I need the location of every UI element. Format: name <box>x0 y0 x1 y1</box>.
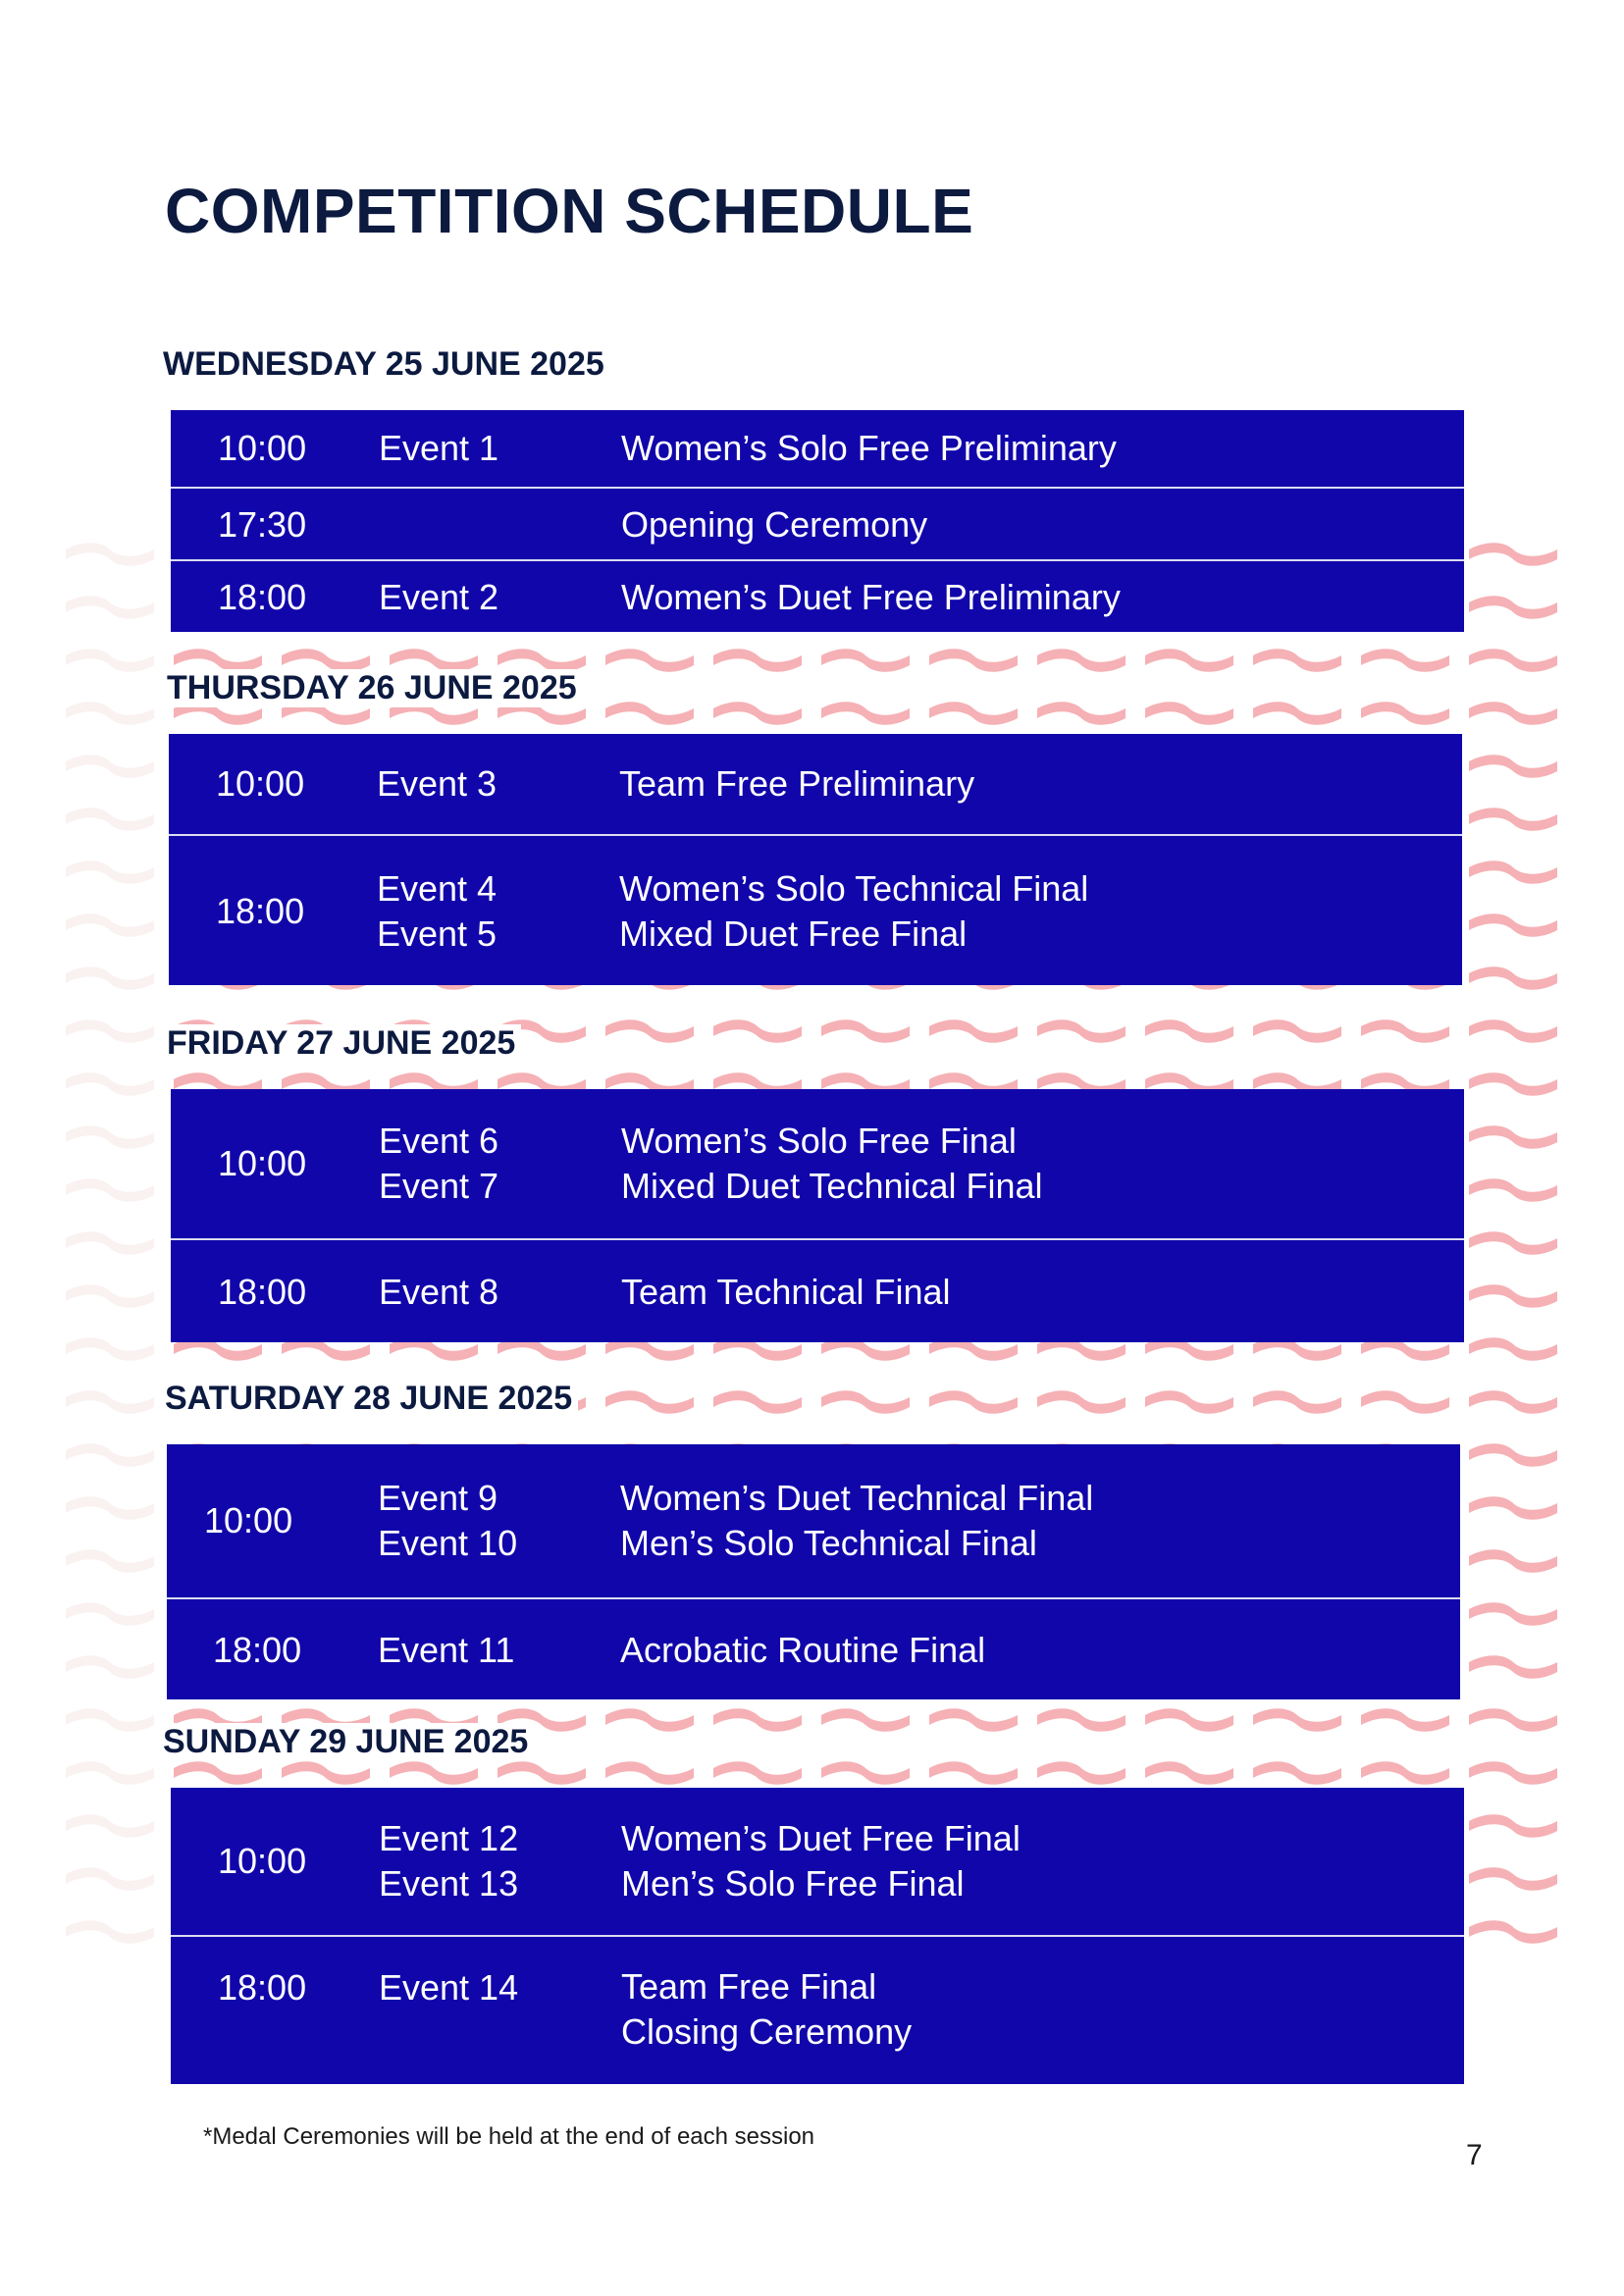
wave-icon <box>1466 697 1560 726</box>
event-names <box>620 1476 1093 1566</box>
wave-icon <box>1466 644 1560 673</box>
wave-icon <box>818 1015 913 1044</box>
wave-icon <box>63 750 157 779</box>
wave-icon <box>1142 1385 1236 1415</box>
schedule-row <box>171 1935 1464 2086</box>
wave-icon <box>63 644 157 673</box>
event-number: Event 5 <box>377 913 498 954</box>
event-name: Team Free Final <box>621 1966 877 2007</box>
wave-icon <box>63 1809 157 1839</box>
day-heading-thursday: THURSDAY 26 JUNE 2025 <box>167 669 583 707</box>
wave-icon <box>1466 803 1560 832</box>
event-names <box>621 1119 1043 1209</box>
event-name: Women’s Solo Free Preliminary <box>621 428 1117 468</box>
wave-icon <box>710 1756 805 1786</box>
event-number: Event 14 <box>379 1967 519 2008</box>
wave-icon <box>1466 962 1560 991</box>
wave-icon <box>1250 1385 1344 1415</box>
wave-icon <box>602 1385 697 1415</box>
wave-icon <box>1034 1015 1128 1044</box>
wave-icon <box>1142 697 1236 726</box>
wave-icon <box>818 644 913 673</box>
event-number: Event 4 <box>377 868 498 909</box>
day-heading-sunday: SUNDAY 29 JUNE 2025 <box>163 1723 534 1761</box>
wave-icon <box>818 1756 913 1786</box>
wave-icon <box>1358 644 1452 673</box>
wave-icon <box>1466 1597 1560 1627</box>
wave-icon <box>63 1491 157 1521</box>
wave-icon <box>1466 1279 1560 1309</box>
event-number: Event 3 <box>377 763 498 804</box>
event-number: Event 10 <box>378 1523 518 1563</box>
wave-icon <box>63 803 157 832</box>
wave-icon <box>818 1703 913 1733</box>
wave-icon <box>602 1015 697 1044</box>
event-name: Team Technical Final <box>621 1272 951 1312</box>
wave-icon <box>1466 1438 1560 1468</box>
wave-icon <box>63 1226 157 1256</box>
wave-icon <box>63 962 157 991</box>
wave-icon <box>710 1385 805 1415</box>
schedule-row <box>171 1089 1464 1238</box>
event-name: Closing Ceremony <box>621 2011 913 2052</box>
wave-icon <box>1466 1068 1560 1097</box>
wave-icon <box>1466 1015 1560 1044</box>
session-time: 10:00 <box>218 428 307 468</box>
wave-icon <box>1466 1226 1560 1256</box>
wave-icon <box>1358 697 1452 726</box>
schedule-row <box>169 834 1462 987</box>
session-time: 18:00 <box>216 891 305 931</box>
schedule-block-friday <box>171 1089 1464 1342</box>
wave-icon <box>710 1015 805 1044</box>
wave-icon <box>1250 1756 1344 1786</box>
wave-icon <box>710 1703 805 1733</box>
session-time: 18:00 <box>218 1272 307 1312</box>
schedule-row <box>171 1788 1464 1935</box>
wave-icon <box>1142 1756 1236 1786</box>
footnote: *Medal Ceremonies will be held at the end of each session <box>203 2123 815 2150</box>
session-time: 10:00 <box>218 1143 307 1183</box>
event-name: Men’s Solo Free Final <box>621 1863 965 1904</box>
wave-icon <box>1466 1703 1560 1733</box>
wave-icon <box>1142 644 1236 673</box>
event-name: Women’s Duet Technical Final <box>620 1478 1094 1518</box>
wave-icon <box>1034 644 1128 673</box>
wave-icon <box>1034 1703 1128 1733</box>
wave-icon <box>1034 1756 1128 1786</box>
schedule-row <box>169 734 1462 834</box>
event-names <box>621 1964 912 2055</box>
wave-icon <box>1466 909 1560 938</box>
page-title: COMPETITION SCHEDULE <box>165 176 974 246</box>
schedule-row <box>171 410 1464 487</box>
schedule-block-thursday <box>169 734 1462 985</box>
wave-icon <box>926 1385 1021 1415</box>
wave-icon <box>63 1279 157 1309</box>
event-numbers <box>379 1119 498 1209</box>
session-time: 10:00 <box>218 1841 307 1881</box>
wave-icon <box>602 1703 697 1733</box>
event-numbers <box>377 866 497 957</box>
wave-icon <box>1358 1015 1452 1044</box>
wave-icon <box>1358 1756 1452 1786</box>
event-name: Women’s Duet Free Final <box>621 1818 1021 1858</box>
wave-icon <box>63 1544 157 1574</box>
event-name: Team Free Preliminary <box>619 763 975 804</box>
schedule-row <box>167 1597 1460 1701</box>
wave-icon <box>1142 1703 1236 1733</box>
wave-icon <box>1466 1650 1560 1680</box>
wave-icon <box>710 644 805 673</box>
wave-icon <box>1466 1544 1560 1574</box>
day-heading-friday: FRIDAY 27 JUNE 2025 <box>167 1024 521 1063</box>
wave-icon <box>1466 1385 1560 1415</box>
wave-icon <box>1250 1015 1344 1044</box>
wave-icon <box>63 1597 157 1627</box>
wave-icon <box>63 1385 157 1415</box>
schedule-block-sunday <box>171 1788 1464 2084</box>
session-time: 18:00 <box>213 1630 302 1670</box>
schedule-row <box>171 487 1464 561</box>
wave-icon <box>63 1438 157 1468</box>
event-numbers <box>379 1816 518 1906</box>
wave-icon <box>602 1756 697 1786</box>
wave-icon <box>63 856 157 885</box>
wave-icon <box>63 1121 157 1150</box>
session-time: 10:00 <box>204 1500 293 1540</box>
wave-icon <box>926 1015 1021 1044</box>
event-name: Acrobatic Routine Final <box>620 1630 986 1670</box>
wave-icon <box>63 1915 157 1945</box>
event-number: Event 12 <box>379 1818 519 1858</box>
event-name: Men’s Solo Technical Final <box>620 1523 1037 1563</box>
wave-icon <box>602 644 697 673</box>
session-time: 17:30 <box>218 504 307 545</box>
wave-icon <box>926 1756 1021 1786</box>
wave-icon <box>1250 1703 1344 1733</box>
event-numbers <box>378 1476 517 1566</box>
event-name: Women’s Solo Free Final <box>621 1121 1017 1161</box>
wave-icon <box>63 538 157 567</box>
wave-icon <box>63 1068 157 1097</box>
schedule-row <box>171 559 1464 634</box>
event-name: Opening Ceremony <box>621 504 928 545</box>
wave-icon <box>1466 1332 1560 1362</box>
wave-icon <box>63 697 157 726</box>
event-number: Event 2 <box>379 577 499 617</box>
event-name: Women’s Duet Free Preliminary <box>621 577 1121 617</box>
wave-icon <box>1466 1915 1560 1945</box>
wave-icon <box>1466 591 1560 620</box>
event-name: Women’s Solo Technical Final <box>619 868 1089 909</box>
wave-icon <box>1466 1756 1560 1786</box>
event-number: Event 8 <box>379 1272 499 1312</box>
wave-icon <box>1250 644 1344 673</box>
day-heading-saturday: SATURDAY 28 JUNE 2025 <box>165 1380 578 1418</box>
event-number: Event 11 <box>378 1630 515 1670</box>
wave-icon <box>926 697 1021 726</box>
event-name: Mixed Duet Free Final <box>619 913 968 954</box>
wave-icon <box>1358 1385 1452 1415</box>
wave-icon <box>602 697 697 726</box>
schedule-block-wednesday <box>171 410 1464 632</box>
event-number: Event 6 <box>379 1121 499 1161</box>
schedule-block-saturday <box>167 1444 1460 1699</box>
wave-icon <box>1466 1809 1560 1839</box>
page-number: 7 <box>1466 2139 1483 2171</box>
schedule-row <box>167 1444 1460 1597</box>
wave-icon <box>1466 1121 1560 1150</box>
wave-icon <box>63 1703 157 1733</box>
event-number: Event 9 <box>378 1478 498 1518</box>
wave-icon <box>818 1385 913 1415</box>
wave-icon <box>1466 1491 1560 1521</box>
wave-icon <box>63 1756 157 1786</box>
wave-icon <box>1142 1015 1236 1044</box>
event-number: Event 1 <box>379 428 499 468</box>
wave-icon <box>63 1862 157 1892</box>
wave-icon <box>1034 697 1128 726</box>
event-name: Mixed Duet Technical Final <box>621 1166 1043 1206</box>
wave-icon <box>710 697 805 726</box>
wave-icon <box>1466 856 1560 885</box>
wave-icon <box>1466 538 1560 567</box>
event-names <box>621 1816 1021 1906</box>
wave-icon <box>1358 1703 1452 1733</box>
wave-icon <box>1466 1174 1560 1203</box>
session-time: 18:00 <box>218 1967 307 2008</box>
wave-icon <box>926 1703 1021 1733</box>
wave-icon <box>63 1332 157 1362</box>
event-names <box>619 866 1088 957</box>
wave-icon <box>63 1174 157 1203</box>
wave-icon <box>63 1015 157 1044</box>
wave-icon <box>1250 697 1344 726</box>
schedule-row <box>171 1238 1464 1344</box>
event-number: Event 13 <box>379 1863 519 1904</box>
wave-icon <box>926 644 1021 673</box>
session-time: 18:00 <box>218 577 307 617</box>
day-heading-wednesday: WEDNESDAY 25 JUNE 2025 <box>163 345 610 384</box>
wave-icon <box>1466 750 1560 779</box>
event-number: Event 7 <box>379 1166 499 1206</box>
wave-icon <box>63 1650 157 1680</box>
wave-icon <box>818 697 913 726</box>
wave-icon <box>63 591 157 620</box>
session-time: 10:00 <box>216 763 305 804</box>
wave-icon <box>1466 1862 1560 1892</box>
wave-icon <box>63 909 157 938</box>
wave-icon <box>1034 1385 1128 1415</box>
